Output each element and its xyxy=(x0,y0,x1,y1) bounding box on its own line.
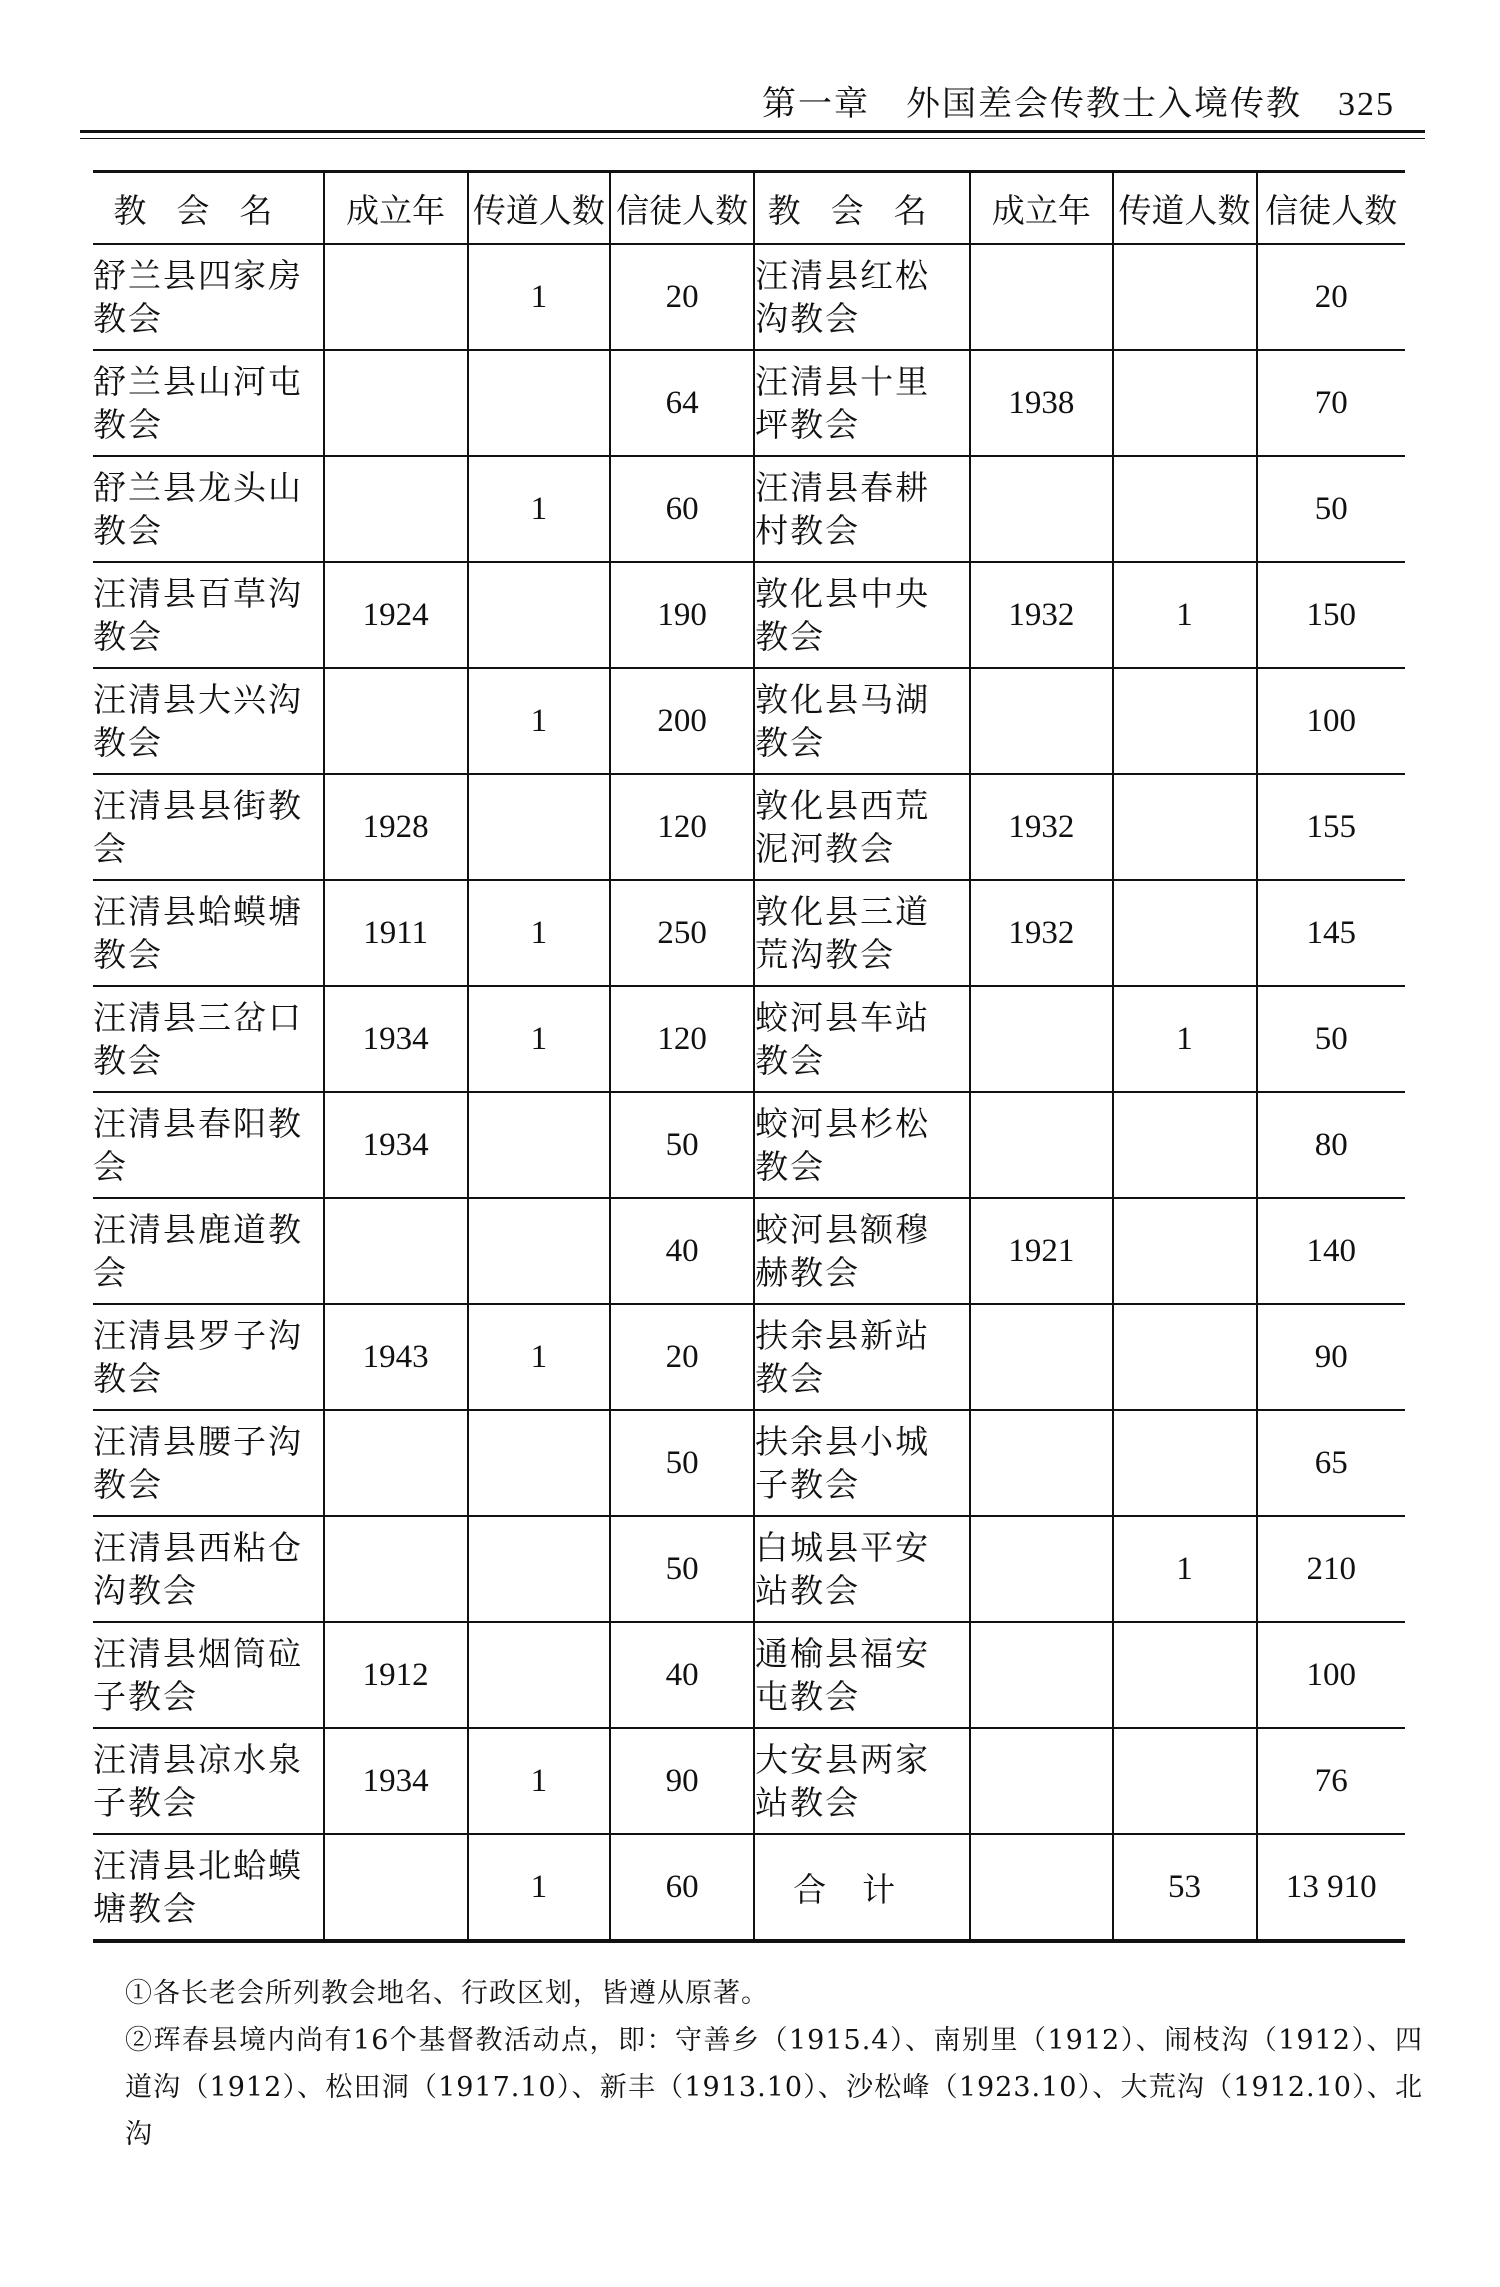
church-name-line: 荒沟教会 xyxy=(755,935,896,974)
church-name-line: 教会 xyxy=(93,935,163,974)
church-name-cell xyxy=(754,1410,970,1516)
church-name-line: 蛟河县杉松 xyxy=(755,1104,931,1143)
church-name-line: 白城县平安 xyxy=(755,1528,931,1567)
church-name-line: 大安县两家 xyxy=(755,1740,931,1779)
preacher-count-cell xyxy=(468,1410,611,1516)
preacher-count-cell xyxy=(1113,774,1257,880)
church-name-cell xyxy=(754,244,970,350)
founded-year-cell: 1932 xyxy=(970,562,1113,668)
church-name-cell xyxy=(93,1092,324,1198)
church-name-line: 汪清县蛤蟆塘 xyxy=(93,892,303,931)
founded-year-cell xyxy=(324,244,468,350)
founded-year-cell: 1911 xyxy=(324,880,468,986)
preacher-count-cell: 1 xyxy=(468,1304,611,1410)
founded-year-cell xyxy=(970,1728,1113,1834)
column-header: 传道人数 xyxy=(1113,172,1257,245)
preacher-count-cell xyxy=(1113,456,1257,562)
church-name-line: 汪清县百草沟 xyxy=(93,574,303,613)
table-header-row xyxy=(93,172,1405,245)
believer-count-cell: 76 xyxy=(1257,1728,1405,1834)
believer-count-cell: 250 xyxy=(610,880,754,986)
church-name-cell xyxy=(754,1516,970,1622)
believer-count-cell: 120 xyxy=(610,986,754,1092)
column-header: 成立年 xyxy=(970,172,1113,245)
column-header: 教会名 xyxy=(754,172,970,245)
church-name-line: 教会 xyxy=(93,617,163,656)
column-header: 教会名 xyxy=(93,172,324,245)
church-name-cell xyxy=(754,880,970,986)
founded-year-cell xyxy=(970,1516,1113,1622)
church-name-line: 汪清县腰子沟 xyxy=(93,1422,303,1461)
church-name-cell xyxy=(93,1410,324,1516)
church-name-line: 会 xyxy=(93,829,128,868)
footnote-2: ②珲春县境内尚有16个基督教活动点，即：守善乡（1915.4）、南别里（1912）、闹枝沟（1912）、四道沟（1912）、松田洞（1917.10）、新丰（1913.10）、沙松峰（1923.10）、大荒沟（1912.10）、北沟 xyxy=(125,2025,1423,2150)
church-name-line: 汪清县烟筒砬 xyxy=(93,1634,303,1673)
founded-year-cell: 1924 xyxy=(324,562,468,668)
church-name-line: 沟教会 xyxy=(755,299,861,338)
table-row xyxy=(93,1622,1405,1728)
church-name-cell xyxy=(754,1622,970,1728)
table-row xyxy=(93,244,1405,350)
founded-year-cell xyxy=(970,1834,1113,1941)
church-name-line: 敦化县中央 xyxy=(755,574,931,613)
church-name-cell xyxy=(93,1622,324,1728)
believer-count-cell: 140 xyxy=(1257,1198,1405,1304)
believer-count-cell: 50 xyxy=(610,1092,754,1198)
total-label-cell xyxy=(754,1834,970,1941)
church-name-line: 汪清县鹿道教 xyxy=(93,1210,303,1249)
believer-count-cell: 50 xyxy=(1257,986,1405,1092)
church-name-cell xyxy=(93,880,324,986)
believer-count-cell: 120 xyxy=(610,774,754,880)
preacher-count-cell xyxy=(1113,668,1257,774)
church-name-cell xyxy=(93,1198,324,1304)
chapter-title: 第一章 外国差会传教士入境传教 xyxy=(762,84,1302,124)
table-row xyxy=(93,1092,1405,1198)
church-name-line: 教会 xyxy=(755,617,826,656)
founded-year-cell xyxy=(324,1834,468,1941)
founded-year-cell: 1921 xyxy=(970,1198,1113,1304)
preacher-count-cell xyxy=(1113,1728,1257,1834)
church-name-line: 扶余县小城 xyxy=(755,1422,931,1461)
church-name-line: 汪清县春耕 xyxy=(755,468,931,507)
church-name-cell xyxy=(93,986,324,1092)
believer-count-cell: 190 xyxy=(610,562,754,668)
founded-year-cell xyxy=(970,1092,1113,1198)
page-header xyxy=(80,68,1425,138)
founded-year-cell xyxy=(970,244,1113,350)
page-number: 325 xyxy=(1338,86,1395,123)
preacher-count-cell xyxy=(468,1622,611,1728)
founded-year-cell xyxy=(324,1516,468,1622)
column-header: 信徒人数 xyxy=(610,172,754,245)
founded-year-cell: 1938 xyxy=(970,350,1113,456)
church-name-cell xyxy=(754,1092,970,1198)
founded-year-cell xyxy=(324,350,468,456)
table-row xyxy=(93,1834,1405,1941)
believer-count-cell: 90 xyxy=(610,1728,754,1834)
table-row xyxy=(93,668,1405,774)
church-name-line: 舒兰县四家房 xyxy=(93,256,303,295)
church-name-line: 站教会 xyxy=(755,1571,861,1610)
church-name-cell xyxy=(754,774,970,880)
believer-count-cell: 50 xyxy=(610,1516,754,1622)
church-name-cell xyxy=(93,774,324,880)
church-name-cell xyxy=(754,1304,970,1410)
founded-year-cell xyxy=(970,1304,1113,1410)
church-name-line: 汪清县县街教 xyxy=(93,786,303,825)
believer-count-cell: 200 xyxy=(610,668,754,774)
church-name-line: 站教会 xyxy=(755,1783,861,1822)
founded-year-cell: 1932 xyxy=(970,880,1113,986)
founded-year-cell xyxy=(970,986,1113,1092)
preacher-count-cell xyxy=(468,1092,611,1198)
header-rule-thin xyxy=(80,138,1425,139)
church-name-line: 赫教会 xyxy=(755,1253,861,1292)
founded-year-cell: 1932 xyxy=(970,774,1113,880)
church-name-line: 泥河教会 xyxy=(755,829,896,868)
believer-count-cell: 80 xyxy=(1257,1092,1405,1198)
preacher-count-cell: 1 xyxy=(468,668,611,774)
church-name-line: 会 xyxy=(93,1253,128,1292)
preacher-count-cell: 1 xyxy=(468,456,611,562)
founded-year-cell xyxy=(970,1622,1113,1728)
church-name-line: 教会 xyxy=(93,1359,163,1398)
preacher-count-cell: 1 xyxy=(468,1728,611,1834)
church-name-line: 教会 xyxy=(755,723,826,762)
preacher-count-cell: 1 xyxy=(1113,562,1257,668)
believer-count-cell: 20 xyxy=(610,1304,754,1410)
believer-count-cell: 40 xyxy=(610,1622,754,1728)
column-header: 成立年 xyxy=(324,172,468,245)
table-row xyxy=(93,1516,1405,1622)
church-name-line: 汪清县红松 xyxy=(755,256,931,295)
preacher-count-cell xyxy=(468,774,611,880)
founded-year-cell: 1943 xyxy=(324,1304,468,1410)
believer-count-cell: 60 xyxy=(610,1834,754,1941)
founded-year-cell: 1934 xyxy=(324,1728,468,1834)
believer-count-cell: 65 xyxy=(1257,1410,1405,1516)
church-name-cell xyxy=(93,244,324,350)
founded-year-cell xyxy=(324,1410,468,1516)
church-name-line: 教会 xyxy=(93,723,163,762)
preacher-count-cell xyxy=(1113,880,1257,986)
believer-count-cell: 13 910 xyxy=(1257,1834,1405,1941)
believer-count-cell: 20 xyxy=(1257,244,1405,350)
church-name-cell xyxy=(754,456,970,562)
founded-year-cell xyxy=(324,456,468,562)
church-name-line: 子教会 xyxy=(93,1677,198,1716)
preacher-count-cell xyxy=(1113,1622,1257,1728)
believer-count-cell: 40 xyxy=(610,1198,754,1304)
footnotes xyxy=(93,1970,1423,2158)
church-name-line: 敦化县三道 xyxy=(755,892,931,931)
table-row xyxy=(93,456,1405,562)
founded-year-cell xyxy=(324,1198,468,1304)
church-name-line: 教会 xyxy=(93,511,163,550)
believer-count-cell: 100 xyxy=(1257,1622,1405,1728)
church-name-line: 屯教会 xyxy=(755,1677,861,1716)
founded-year-cell xyxy=(324,668,468,774)
column-header: 信徒人数 xyxy=(1257,172,1405,245)
church-name-line: 教会 xyxy=(755,1041,826,1080)
preacher-count-cell xyxy=(1113,1304,1257,1410)
founded-year-cell: 1934 xyxy=(324,1092,468,1198)
table-row xyxy=(93,350,1405,456)
table-row xyxy=(93,1304,1405,1410)
preacher-count-cell: 1 xyxy=(468,244,611,350)
founded-year-cell xyxy=(970,668,1113,774)
church-name-cell xyxy=(93,350,324,456)
church-name-line: 蛟河县车站 xyxy=(755,998,931,1037)
preacher-count-cell: 1 xyxy=(468,1834,611,1941)
believer-count-cell: 90 xyxy=(1257,1304,1405,1410)
believer-count-cell: 100 xyxy=(1257,668,1405,774)
church-name-line: 汪清县三岔口 xyxy=(93,998,303,1037)
church-name-line: 子教会 xyxy=(93,1783,198,1822)
church-name-cell xyxy=(93,1516,324,1622)
column-header: 传道人数 xyxy=(468,172,611,245)
table-row xyxy=(93,986,1405,1092)
preacher-count-cell xyxy=(1113,244,1257,350)
founded-year-cell: 1928 xyxy=(324,774,468,880)
church-name-line: 会 xyxy=(93,1147,128,1186)
church-name-line: 敦化县马湖 xyxy=(755,680,931,719)
church-name-line: 教会 xyxy=(93,1465,163,1504)
founded-year-cell xyxy=(970,456,1113,562)
believer-count-cell: 150 xyxy=(1257,562,1405,668)
church-name-line: 坪教会 xyxy=(755,405,861,444)
believer-count-cell: 70 xyxy=(1257,350,1405,456)
preacher-count-cell: 1 xyxy=(468,880,611,986)
church-name-line: 汪清县罗子沟 xyxy=(93,1316,303,1355)
church-name-line: 教会 xyxy=(93,405,163,444)
church-name-cell xyxy=(754,1198,970,1304)
church-name-line: 汪清县十里 xyxy=(755,362,931,401)
believer-count-cell: 60 xyxy=(610,456,754,562)
believer-count-cell: 64 xyxy=(610,350,754,456)
believer-count-cell: 50 xyxy=(610,1410,754,1516)
church-name-cell xyxy=(93,1834,324,1941)
church-name-line: 教会 xyxy=(755,1359,826,1398)
church-table xyxy=(93,170,1405,1943)
church-name-line: 汪清县西粘仓 xyxy=(93,1528,303,1567)
church-name-line: 子教会 xyxy=(755,1465,861,1504)
table-row xyxy=(93,562,1405,668)
church-name-cell xyxy=(754,668,970,774)
table-row xyxy=(93,880,1405,986)
church-name-line: 教会 xyxy=(93,299,163,338)
founded-year-cell: 1934 xyxy=(324,986,468,1092)
running-head xyxy=(762,76,1395,125)
preacher-count-cell xyxy=(1113,350,1257,456)
preacher-count-cell: 1 xyxy=(468,986,611,1092)
table-row xyxy=(93,1198,1405,1304)
church-name-line: 敦化县西荒 xyxy=(755,786,931,825)
preacher-count-cell xyxy=(1113,1410,1257,1516)
church-name-line: 蛟河县额穆 xyxy=(755,1210,931,1249)
church-name-cell xyxy=(93,1304,324,1410)
believer-count-cell: 210 xyxy=(1257,1516,1405,1622)
preacher-count-cell: 1 xyxy=(1113,1516,1257,1622)
preacher-count-cell: 53 xyxy=(1113,1834,1257,1941)
church-name-line: 汪清县凉水泉 xyxy=(93,1740,303,1779)
believer-count-cell: 50 xyxy=(1257,456,1405,562)
church-name-line: 汪清县北蛤蟆 xyxy=(93,1846,303,1885)
church-name-cell xyxy=(93,456,324,562)
church-name-cell xyxy=(93,562,324,668)
church-name-cell xyxy=(754,986,970,1092)
church-name-cell xyxy=(754,562,970,668)
preacher-count-cell xyxy=(468,562,611,668)
preacher-count-cell xyxy=(1113,1092,1257,1198)
founded-year-cell xyxy=(970,1410,1113,1516)
footnote-1: ①各长老会所列教会地名、行政区划，皆遵从原著。 xyxy=(125,1978,769,2009)
church-name-line: 通榆县福安 xyxy=(755,1634,931,1673)
church-name-line: 教会 xyxy=(93,1041,163,1080)
church-name-line: 塘教会 xyxy=(93,1889,198,1928)
church-name-cell xyxy=(93,668,324,774)
preacher-count-cell xyxy=(468,1516,611,1622)
church-name-cell xyxy=(754,350,970,456)
table-row xyxy=(93,1728,1405,1834)
church-name-line: 扶余县新站 xyxy=(755,1316,931,1355)
header-rule-thick xyxy=(80,130,1425,133)
believer-count-cell: 20 xyxy=(610,244,754,350)
church-name-line: 舒兰县山河屯 xyxy=(93,362,303,401)
preacher-count-cell xyxy=(468,350,611,456)
church-name-cell xyxy=(754,1728,970,1834)
preacher-count-cell xyxy=(468,1198,611,1304)
church-name-line: 舒兰县龙头山 xyxy=(93,468,303,507)
preacher-count-cell: 1 xyxy=(1113,986,1257,1092)
church-name-line: 村教会 xyxy=(755,511,861,550)
preacher-count-cell xyxy=(1113,1198,1257,1304)
church-name-line: 教会 xyxy=(755,1147,826,1186)
church-name-line: 汪清县春阳教 xyxy=(93,1104,303,1143)
total-label: 合计 xyxy=(793,1869,932,1909)
church-name-line: 沟教会 xyxy=(93,1571,198,1610)
founded-year-cell: 1912 xyxy=(324,1622,468,1728)
believer-count-cell: 155 xyxy=(1257,774,1405,880)
believer-count-cell: 145 xyxy=(1257,880,1405,986)
church-name-cell xyxy=(93,1728,324,1834)
table-row xyxy=(93,774,1405,880)
church-name-line: 汪清县大兴沟 xyxy=(93,680,303,719)
table-row xyxy=(93,1410,1405,1516)
